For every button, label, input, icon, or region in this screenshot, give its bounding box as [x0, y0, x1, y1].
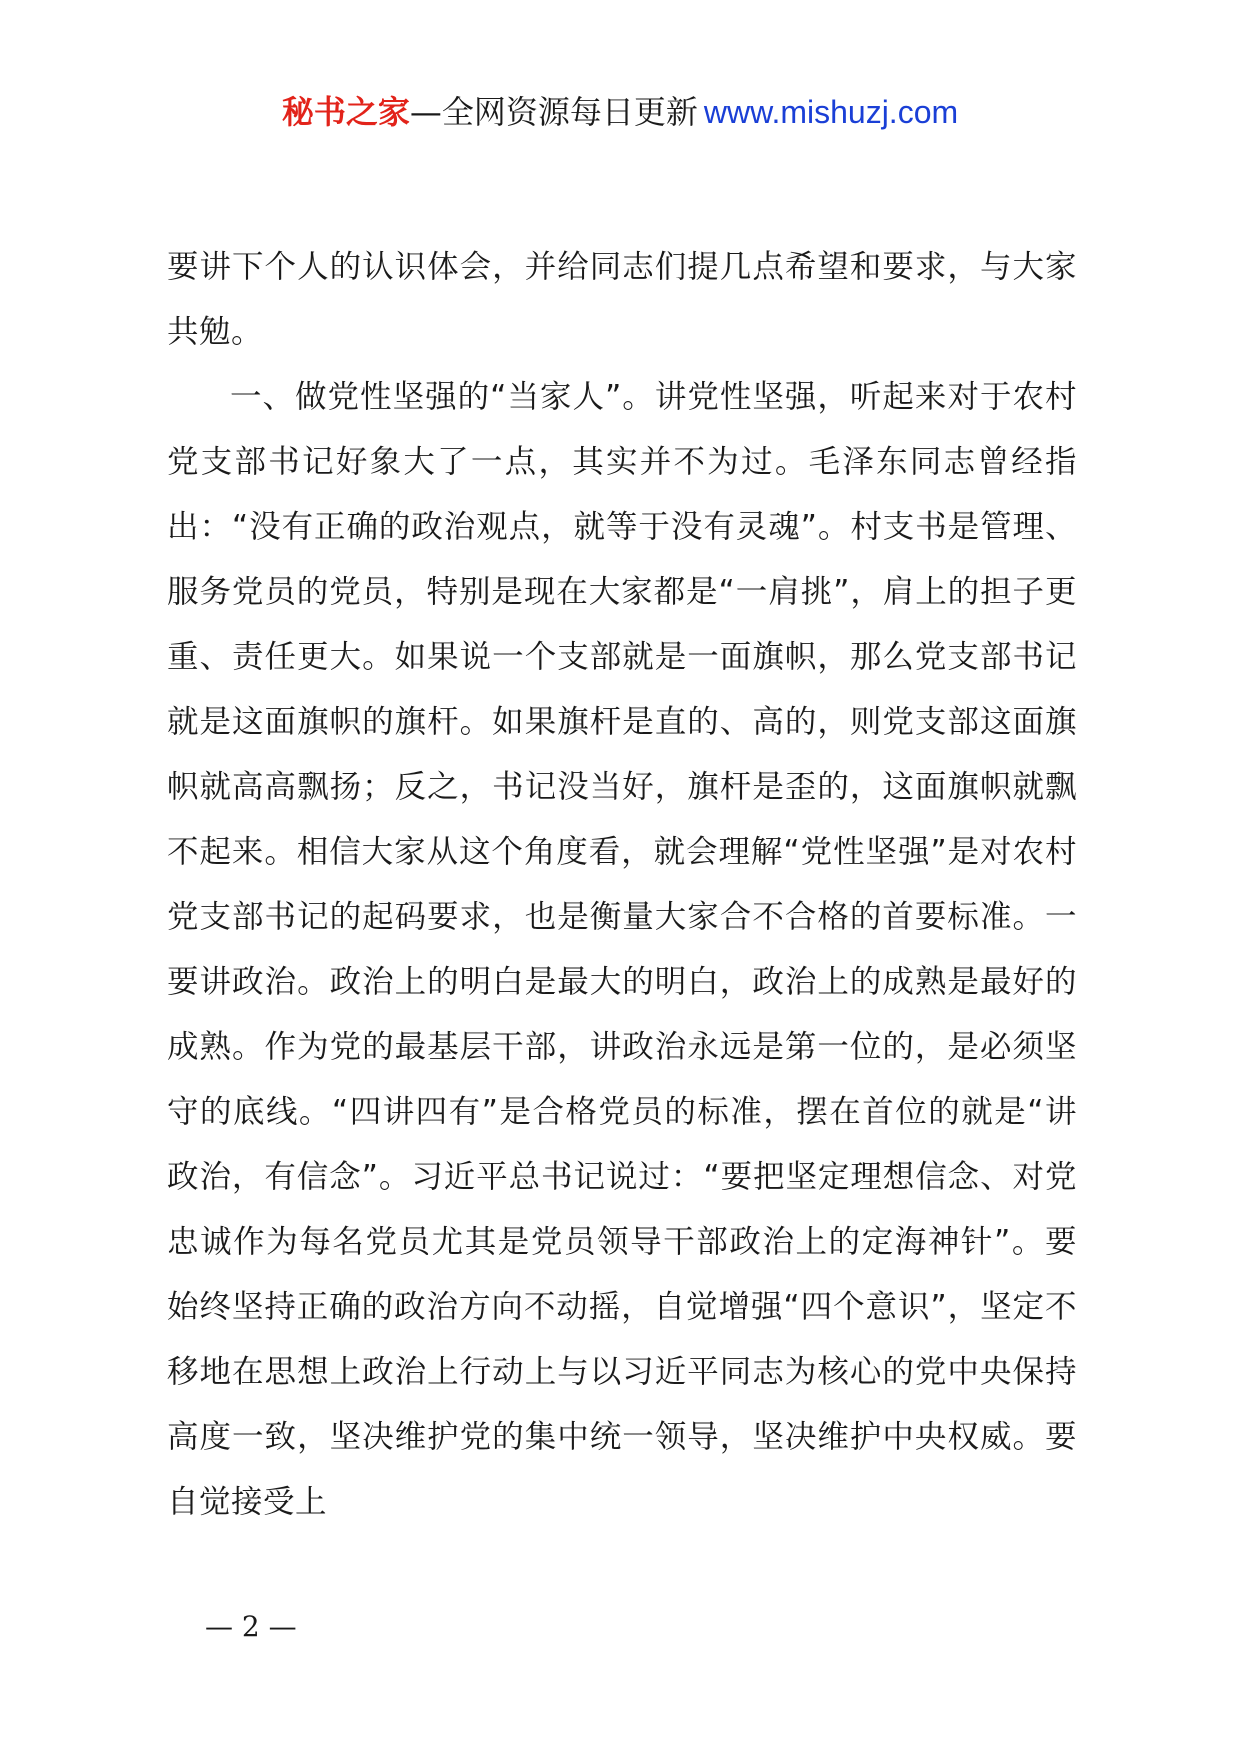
brand-name: 秘书之家: [281, 93, 410, 131]
header-slogan: —全网资源每日更新: [409, 93, 698, 131]
page-header: [0, 92, 1240, 132]
paragraph-section-one: 一、做党性坚强的“当家人”。讲党性坚强，听起来对于农村党支部书记好象大了一点，其实并不为过。毛泽东同志曾经指出：“没有正确的政治观点，就等于没有灵魂”。村支书是管理、服务党员的党员，特别是现在大家都是“一肩挑”，肩上的担子更重、责任更大。如果说一个支部就是一面旗帜，那么党支部书记就是这面旗帜的旗杆。如果旗杆是直的、高的，则党支部这面旗帜就高高飘扬；反之，书记没当好，旗杆是歪的，这面旗帜就飘不起来。相信大家从这个角度看，就会理解“党性坚强”是对农村党支部书记的起码要求，也是衡量大家合不合格的首要标准。一要讲政治。政治上的明白是最大的明白，政治上的成熟是最好的成熟。作为党的最基层干部，讲政治永远是第一位的，是必须坚守的底线。“四讲四有”是合格党员的标准，摆在首位的就是“讲政治，有信念”。习近平总书记说过：“要把坚定理想信念、对党忠诚作为每名党员尤其是党员领导干部政治上的定海神针”。要始终坚持正确的政治方向不动摇，自觉增强“四个意识”，坚定不移地在思想上政治上行动上与以习近平同志为核心的党中央保持高度一致，坚决维护党的集中统一领导，坚决维护中央权威。要自觉接受上: [167, 379, 1077, 1520]
site-url: www.mishuzj.com: [703, 94, 959, 130]
paragraph-continued: 要讲下个人的认识体会，并给同志们提几点希望和要求，与大家共勉。: [167, 249, 1077, 350]
page-number: — 2 —: [205, 1610, 297, 1643]
document-body: [167, 235, 1077, 1535]
